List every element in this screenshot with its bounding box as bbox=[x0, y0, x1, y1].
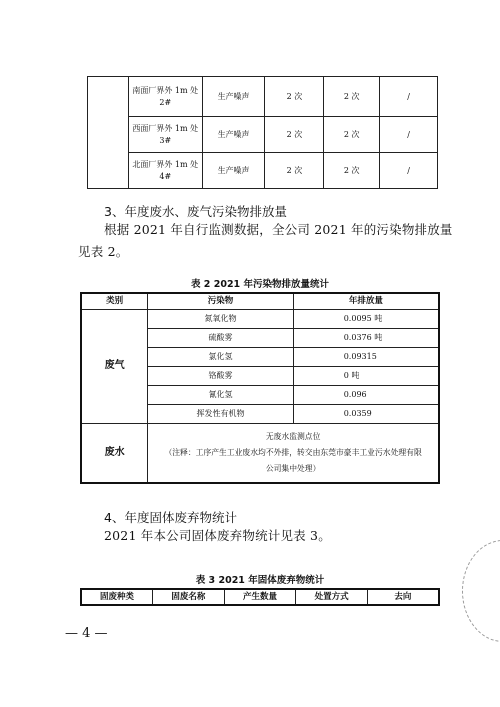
source-cell: 生产噪声 bbox=[202, 77, 265, 117]
count-cell: 2 次 bbox=[324, 117, 380, 153]
pollutant-cell: 铬酸雾 bbox=[148, 366, 293, 385]
solid-waste-table bbox=[80, 588, 440, 606]
table3-caption: 表 3 2021 年固体废弃物统计 bbox=[195, 575, 325, 586]
header-waste-name: 固废名称 bbox=[153, 589, 225, 605]
amount-cell: 0.09315 bbox=[293, 347, 439, 366]
category-gas: 废气 bbox=[81, 309, 148, 423]
category-water: 废水 bbox=[81, 423, 148, 483]
header-waste-type: 固废种类 bbox=[81, 589, 153, 605]
page-number: — 4 — bbox=[65, 626, 108, 641]
count-cell: 2 次 bbox=[324, 77, 380, 117]
merged-blank-cell bbox=[88, 77, 129, 189]
count-cell: 2 次 bbox=[265, 77, 324, 117]
section3-para-line2: 见表 2。 bbox=[78, 244, 129, 259]
pollutant-cell: 氯化氢 bbox=[148, 347, 293, 366]
pollution-table bbox=[80, 292, 440, 484]
source-cell: 生产噪声 bbox=[202, 153, 265, 189]
pollutant-cell: 氮氧化物 bbox=[148, 309, 293, 328]
location-cell: 北面厂界外 1m 处 4# bbox=[128, 153, 202, 189]
remark-cell: / bbox=[380, 77, 438, 117]
pollutant-cell: 挥发性有机物 bbox=[148, 404, 293, 423]
pollutant-cell: 氰化氢 bbox=[148, 385, 293, 404]
water-note-line2: （注释：工序产生工业废水均不外排，转交由东莞市豪丰工业污水处理有限 bbox=[164, 447, 422, 457]
header-quantity: 产生数量 bbox=[224, 589, 296, 605]
seal-stamp bbox=[462, 540, 500, 642]
location-cell: 南面厂界外 1m 处 2# bbox=[128, 77, 202, 117]
header-pollutant: 污染物 bbox=[148, 293, 293, 309]
amount-cell: 0.0359 bbox=[293, 404, 439, 423]
header-disposal: 处置方式 bbox=[296, 589, 368, 605]
amount-cell: 0.0376 吨 bbox=[293, 328, 439, 347]
amount-cell: 0.0095 吨 bbox=[293, 309, 439, 328]
table-row bbox=[88, 77, 438, 117]
remark-cell: / bbox=[380, 153, 438, 189]
section4-heading: 4、年度固体废弃物统计 bbox=[104, 510, 237, 525]
amount-cell: 0 吨 bbox=[293, 366, 439, 385]
source-cell: 生产噪声 bbox=[202, 117, 265, 153]
table2-caption: 表 2 2021 年污染物排放量统计 bbox=[191, 279, 329, 290]
count-cell: 2 次 bbox=[265, 117, 324, 153]
table-row bbox=[88, 153, 438, 189]
section3-heading: 3、年度废水、废气污染物排放量 bbox=[104, 204, 287, 219]
pollutant-cell: 硫酸雾 bbox=[148, 328, 293, 347]
remark-cell: / bbox=[380, 117, 438, 153]
section4-para: 2021 年本公司固体废弃物统计见表 3。 bbox=[104, 528, 331, 543]
table-row bbox=[81, 423, 439, 483]
header-amount: 年排放量 bbox=[293, 293, 439, 309]
amount-cell: 0.096 bbox=[293, 385, 439, 404]
water-note-line1: 无废水监测点位 bbox=[265, 431, 321, 441]
table-header-row bbox=[81, 293, 439, 309]
location-cell: 西面厂界外 1m 处 3# bbox=[128, 117, 202, 153]
header-destination: 去向 bbox=[367, 589, 439, 605]
table-row bbox=[81, 309, 439, 328]
count-cell: 2 次 bbox=[324, 153, 380, 189]
table-row bbox=[88, 117, 438, 153]
noise-table bbox=[87, 76, 438, 189]
header-category: 类别 bbox=[81, 293, 148, 309]
count-cell: 2 次 bbox=[265, 153, 324, 189]
water-note-cell bbox=[148, 423, 439, 483]
water-note-line3: 公司集中处理） bbox=[265, 463, 321, 473]
section3-para-line1: 根据 2021 年自行监测数据，全公司 2021 年的污染物排放量 bbox=[104, 222, 453, 237]
table-header-row bbox=[81, 589, 439, 605]
